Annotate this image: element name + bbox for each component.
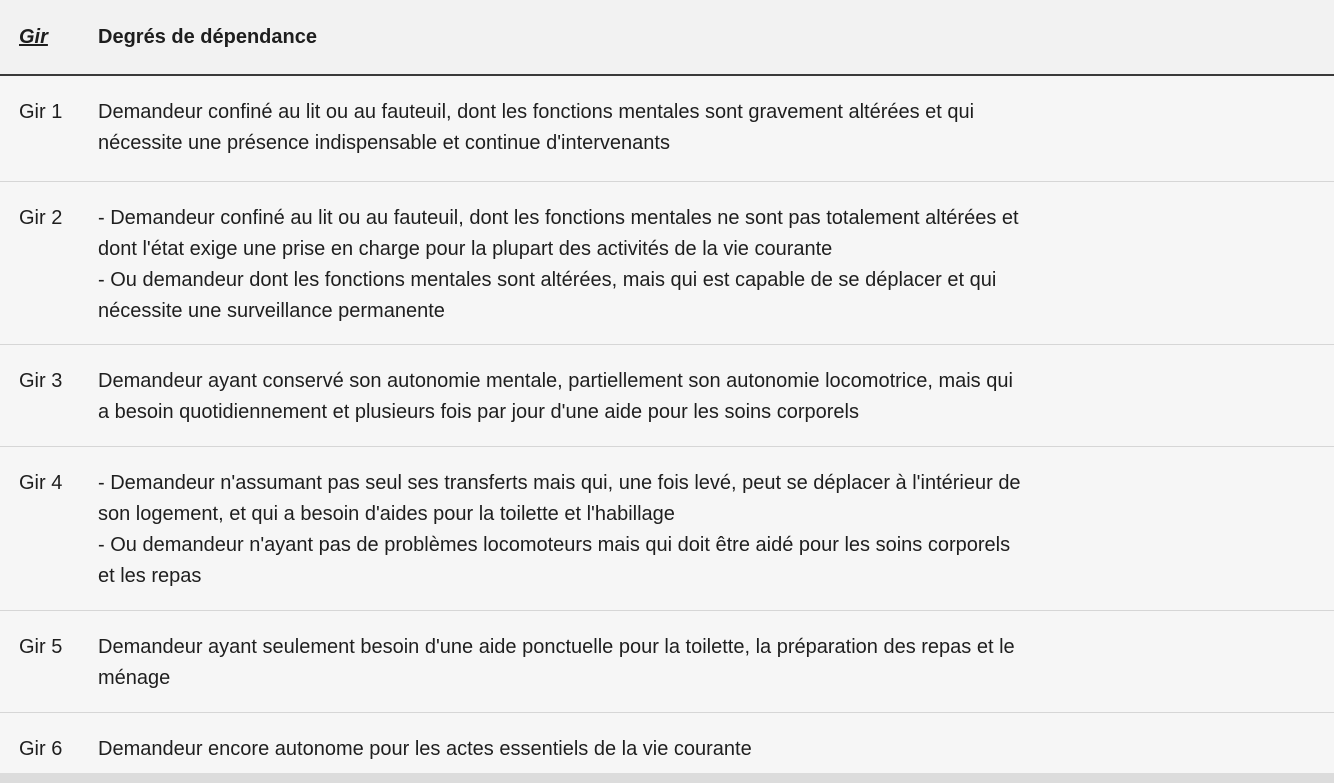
description-line: Demandeur ayant seulement besoin d'une aide ponctuelle pour la toilette, la préparation des repas et le <box>98 636 1015 658</box>
table-row-gir-4 <box>0 447 1334 611</box>
gir-description <box>98 611 1315 694</box>
description-line: Demandeur confiné au lit ou au fauteuil, dont les fonctions mentales sont gravement altérées et qui <box>98 101 975 123</box>
description-line: Demandeur encore autonome pour les actes essentiels de la vie courante <box>98 738 752 760</box>
description-line: dont l'état exige une prise en charge pour la plupart des activités de la vie courante <box>98 238 833 260</box>
table-row-gir-3 <box>0 345 1334 447</box>
table-row-gir-5 <box>0 611 1334 713</box>
table-row-gir-1 <box>0 76 1334 182</box>
header-degres-dependance: Degrés de dépendance <box>98 26 317 48</box>
description-line: a besoin quotidiennement et plusieurs fois par jour d'une aide pour les soins corporels <box>98 401 859 423</box>
gir-label: Gir 5 <box>19 636 63 658</box>
header-gir[interactable]: Gir <box>19 26 48 48</box>
gir-label: Gir 4 <box>19 472 63 494</box>
table-bottom-border <box>0 773 1334 783</box>
table-row-gir-6 <box>0 713 1334 773</box>
gir-label: Gir 1 <box>19 101 63 123</box>
description-line: - Ou demandeur dont les fonctions mentales sont altérées, mais qui est capable de se déplacer et qui <box>98 269 997 291</box>
description-line: ménage <box>98 667 171 689</box>
description-line: nécessite une présence indispensable et continue d'intervenants <box>98 132 670 154</box>
description-line: - Ou demandeur n'ayant pas de problèmes locomoteurs mais qui doit être aidé pour les soins corporels <box>98 534 1011 556</box>
gir-description <box>98 345 1315 428</box>
description-line: et les repas <box>98 565 202 587</box>
gir-label: Gir 6 <box>19 738 63 760</box>
description-line: - Demandeur n'assumant pas seul ses transferts mais qui, une fois levé, peut se déplacer à l'intérieur de <box>98 472 1021 494</box>
gir-description <box>98 76 1315 159</box>
gir-description <box>98 713 1315 765</box>
table-row-gir-2 <box>0 182 1334 345</box>
gir-description <box>98 182 1315 327</box>
description-line: son logement, et qui a besoin d'aides pour la toilette et l'habillage <box>98 503 675 525</box>
gir-description <box>98 447 1315 592</box>
gir-label: Gir 2 <box>19 207 63 229</box>
description-line: - Demandeur confiné au lit ou au fauteuil, dont les fonctions mentales ne sont pas totalement altérées et <box>98 207 1019 229</box>
table-header <box>0 0 1334 76</box>
description-line: nécessite une surveillance permanente <box>98 300 445 322</box>
gir-label: Gir 3 <box>19 370 63 392</box>
description-line: Demandeur ayant conservé son autonomie mentale, partiellement son autonomie locomotrice, mais qui <box>98 370 1013 392</box>
